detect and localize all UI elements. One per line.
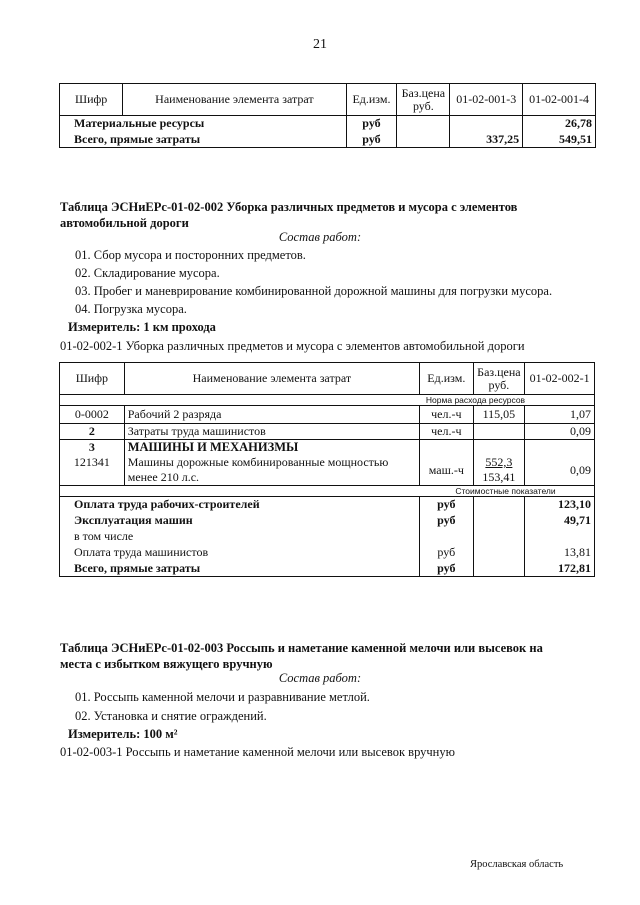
- cost-name: в том числе: [60, 529, 420, 545]
- norm-label: Норма расхода ресурсов: [60, 395, 595, 406]
- section2-meter: Измеритель: 1 км прохода: [68, 320, 216, 334]
- table-row: [60, 406, 595, 424]
- row-value: 0,09: [525, 424, 595, 440]
- table-row: [60, 455, 595, 486]
- table-row: [60, 545, 595, 561]
- table-01-02-002: [59, 362, 595, 577]
- row-name: Затраты труда машинистов: [124, 424, 419, 440]
- table-row: [60, 561, 595, 577]
- section2-work-item: 03. Пробег и маневрирование комбинированной дорожной машины для погрузки мусора.: [75, 284, 553, 298]
- cost-unit: [420, 529, 474, 545]
- section2-title-line2: автомобильной дороги: [60, 216, 189, 230]
- header-code: Шифр: [60, 84, 123, 116]
- row-name-line1: Машины дорожные комбинированные мощностью: [127, 455, 389, 469]
- header-unit: Ед.изм.: [346, 84, 397, 116]
- cost-unit: руб: [420, 545, 474, 561]
- section3-code-line: 01-02-003-1 Россыпь и наметание каменной мелочи или высевок вручную: [60, 745, 455, 759]
- row-unit: чел.-ч: [420, 424, 474, 440]
- header-col2: 01-02-001-4: [523, 84, 596, 116]
- table-row: [60, 440, 595, 456]
- table-01-02-001: [59, 83, 596, 148]
- row-value: 0,09: [525, 455, 595, 486]
- header-code: Шифр: [60, 363, 125, 395]
- section3-title-line1: Таблица ЭСНиЕРс-01-02-003 Россыпь и наметание каменной мелочи или высевок на: [60, 641, 543, 655]
- footer-region: Ярославская область: [470, 859, 564, 870]
- row-value2: 549,51: [523, 132, 596, 148]
- row-code: 121341: [60, 455, 125, 486]
- section2-code-line: 01-02-002-1 Уборка различных предметов и мусора с элементов автомобильной дороги: [60, 339, 525, 353]
- table-row: [60, 116, 596, 132]
- section2-work-item: 04. Погрузка мусора.: [75, 302, 187, 316]
- section3-work-item: 01. Россыпь каменной мелочи и разравнивание метлой.: [75, 690, 370, 704]
- row-value1: 337,25: [450, 132, 523, 148]
- cost-name: Эксплуатация машин: [60, 513, 420, 529]
- row-code: 3: [60, 440, 125, 456]
- row-name: [124, 455, 419, 486]
- row-name: МАШИНЫ И МЕХАНИЗМЫ: [124, 440, 419, 456]
- section2-works-heading: Состав работ:: [278, 230, 362, 244]
- header-unit: Ед.изм.: [420, 363, 474, 395]
- cost-unit: руб: [420, 497, 474, 513]
- table-row: [60, 132, 596, 148]
- row-unit: руб: [346, 132, 397, 148]
- table-header-row: [60, 84, 596, 116]
- cost-value: 123,10: [525, 497, 595, 513]
- section3-title-line2: места с избытком вяжущего вручную: [60, 657, 273, 671]
- table-row: [60, 424, 595, 440]
- cost-unit: руб: [420, 561, 474, 577]
- row-name: Всего, прямые затраты: [60, 132, 347, 148]
- row-unit: чел.-ч: [420, 406, 474, 424]
- section3-meter: Измеритель: 100 м²: [68, 727, 178, 741]
- cost-value: [525, 529, 595, 545]
- header-price: Баз.цена руб.: [397, 84, 450, 116]
- section3-title: [60, 640, 543, 672]
- section3-works-heading: Состав работ:: [278, 671, 362, 685]
- row-price: 115,05: [473, 406, 525, 424]
- cost-label: Стоимостные показатели: [60, 486, 595, 497]
- row-price: [473, 455, 525, 486]
- row-name: Рабочий 2 разряда: [124, 406, 419, 424]
- cost-name: Всего, прямые затраты: [60, 561, 420, 577]
- cost-value: 13,81: [525, 545, 595, 561]
- cost-value: 172,81: [525, 561, 595, 577]
- cost-unit: руб: [420, 513, 474, 529]
- table-header-row: [60, 363, 595, 395]
- table-row: [60, 497, 595, 513]
- row-unit: маш.-ч: [420, 455, 474, 486]
- header-col1: 01-02-002-1: [525, 363, 595, 395]
- section2-work-item: 01. Сбор мусора и посторонних предметов.: [75, 248, 306, 262]
- cost-label-row: [60, 486, 595, 497]
- row-name-line2: менее 210 л.с.: [127, 470, 200, 484]
- row-price-line2: 153,41: [482, 470, 516, 484]
- header-price: Баз.цена руб.: [473, 363, 525, 395]
- row-price-line1: 552,3: [485, 455, 513, 469]
- table-row: [60, 529, 595, 545]
- table-row: [60, 513, 595, 529]
- row-value1: [450, 116, 523, 132]
- section3-work-item: 02. Установка и снятие ограждений.: [75, 709, 267, 723]
- row-code: 0-0002: [60, 406, 125, 424]
- section2-title: [60, 199, 517, 231]
- cost-name: Оплата труда рабочих-строителей: [60, 497, 420, 513]
- row-price: [473, 424, 525, 440]
- row-code: 2: [60, 424, 125, 440]
- section2-title-line1: Таблица ЭСНиЕРс-01-02-002 Уборка различных предметов и мусора с элементов: [60, 200, 518, 214]
- row-value2: 26,78: [523, 116, 596, 132]
- header-col1: 01-02-001-3: [450, 84, 523, 116]
- row-unit: руб: [346, 116, 397, 132]
- row-value: 1,07: [525, 406, 595, 424]
- section2-work-item: 02. Складирование мусора.: [75, 266, 220, 280]
- cost-name: Оплата труда машинистов: [60, 545, 420, 561]
- row-name: Материальные ресурсы: [60, 116, 347, 132]
- cost-value: 49,71: [525, 513, 595, 529]
- header-name: Наименование элемента затрат: [124, 363, 419, 395]
- header-name: Наименование элемента затрат: [123, 84, 346, 116]
- page-number: 21: [313, 37, 327, 52]
- norm-label-row: [60, 395, 595, 406]
